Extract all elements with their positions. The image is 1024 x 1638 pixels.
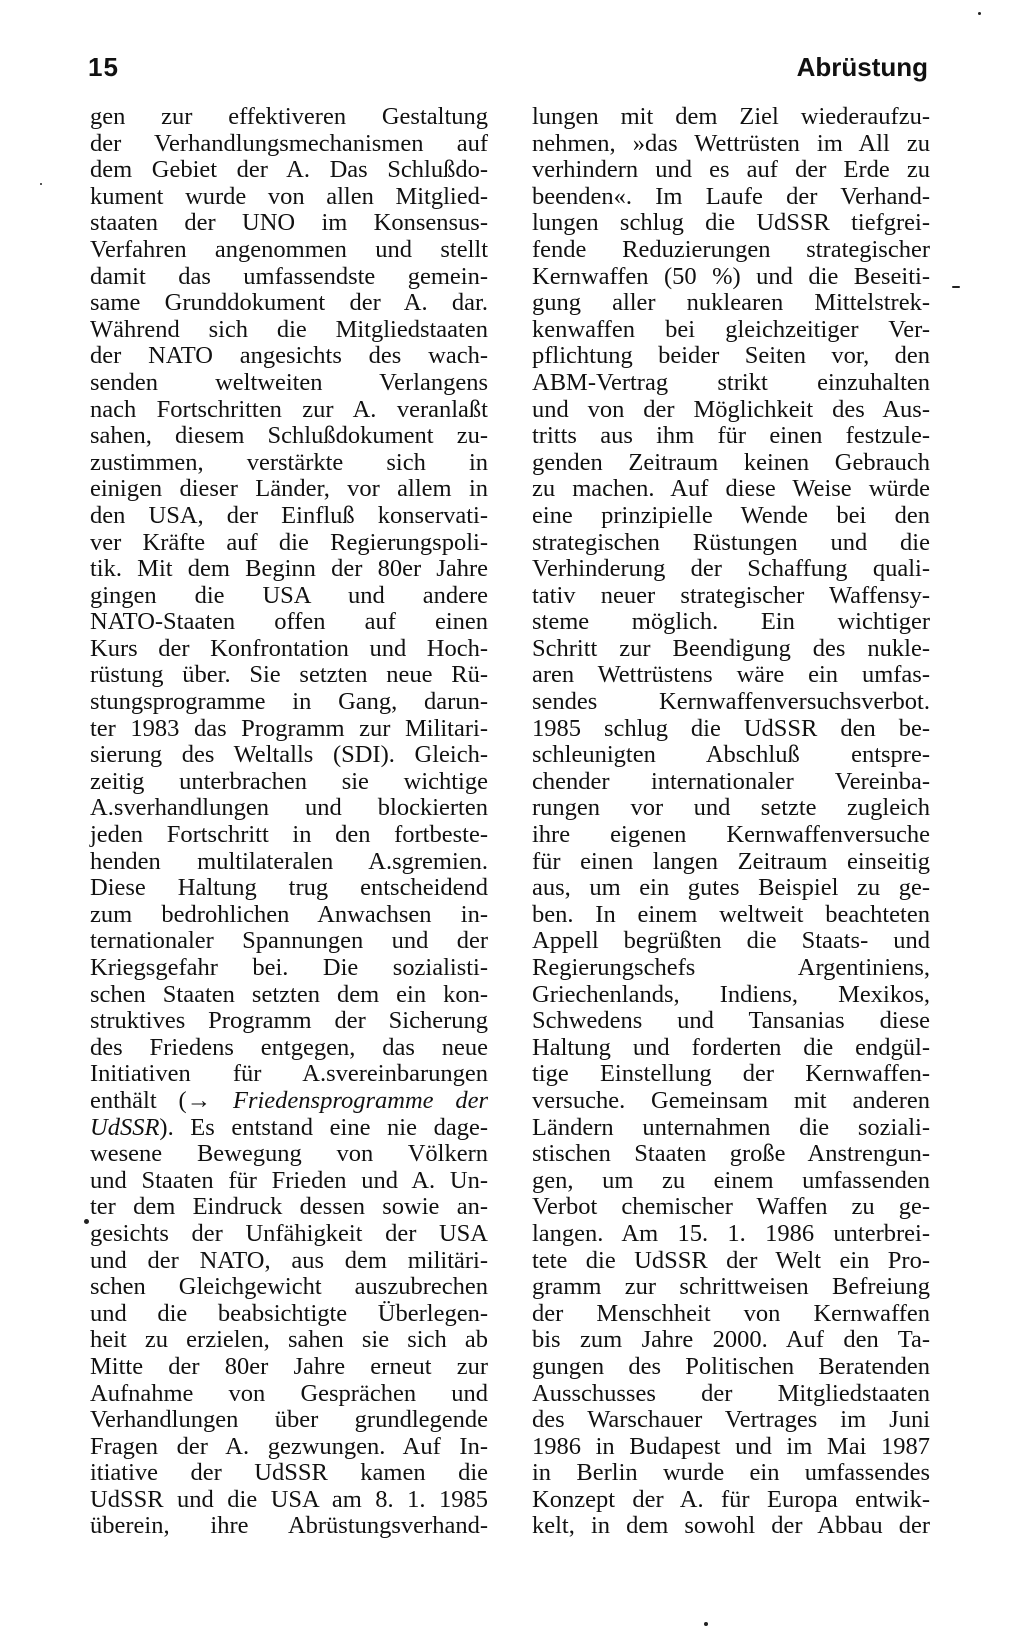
text-line: gung aller nuklearen Mittelstrek- <box>532 289 930 317</box>
text-line: gramm zur schrittweisen Befreiung <box>532 1273 930 1301</box>
text-line: kelt, in dem sowohl der Abbau der <box>532 1512 930 1540</box>
text-line: stischen Staaten große Anstrengun- <box>532 1140 930 1168</box>
text-line: aus, um ein gutes Beispiel zu ge- <box>532 874 930 902</box>
text-line: Schritt zur Beendigung des nukle- <box>532 634 930 662</box>
text-line: lungen schlug die UdSSR tiefgrei- <box>532 209 930 237</box>
scan-speck <box>84 1219 89 1224</box>
text-line: ABM-Vertrag strikt einzuhalten <box>532 368 930 396</box>
text-line: Diese Haltung trug entscheidend <box>90 874 488 902</box>
text-line: 1986 in Budapest und im Mai 1987 <box>532 1432 930 1460</box>
text-line: Verfahren angenommen und stellt <box>90 235 488 263</box>
text-line: schen Staaten setzten dem ein kon- <box>90 980 488 1008</box>
scan-speck <box>952 286 960 288</box>
text-line: aren Wettrüstens wäre ein umfas- <box>532 661 930 689</box>
text-line: stungsprogramme in Gang, darun- <box>90 688 488 716</box>
text-line: der Verhandlungsmechanismen auf <box>90 129 488 157</box>
text-line: Verhinderung der Schaffung quali- <box>532 555 930 583</box>
text-line: den USA, der Einfluß konservati- <box>90 501 488 529</box>
text-line: zeitig unterbrachen sie wichtige <box>90 767 488 795</box>
text-line: lungen mit dem Ziel wiederaufzu- <box>532 103 930 130</box>
text-line: ihre eigenen Kernwaffenversuche <box>532 821 930 849</box>
text-line: schen Gleichgewicht auszubrechen <box>90 1273 488 1301</box>
text-line: ben. In einem weltweit beachteten <box>532 900 930 928</box>
text-line: jeden Fortschritt in den fortbeste- <box>90 821 488 849</box>
scan-speck <box>978 12 981 15</box>
text-line: ver Kräfte auf die Regierungspoli- <box>90 528 488 556</box>
text-line: zum bedrohlichen Anwachsen in- <box>90 900 488 928</box>
text-line: A.sverhandlungen und blockierten <box>90 794 488 822</box>
text-line: zustimmen, verstärkte sich in <box>90 448 488 476</box>
text-line: einigen dieser Länder, vor allem in <box>90 475 488 503</box>
text-line: sahen, diesem Schlußdokument zu- <box>90 422 488 450</box>
text-line: chender internationaler Vereinba- <box>532 767 930 795</box>
text-line: rungen vor und setzte zugleich <box>532 794 930 822</box>
text-line: und die beabsichtigte Überlegen- <box>90 1299 488 1327</box>
text-line: und von der Möglichkeit des Aus- <box>532 395 930 423</box>
text-line: Initiativen für A.svereinbarungen <box>90 1060 488 1088</box>
text-line: verhindern und es auf der Erde zu <box>532 156 930 184</box>
scan-speck <box>40 183 42 185</box>
text-line: UdSSR und die USA am 8. 1. 1985 <box>90 1485 488 1513</box>
text-line: eine prinzipielle Wende bei den <box>532 501 930 529</box>
text-line: Haltung und forderten die endgül- <box>532 1033 930 1061</box>
text-line <box>90 1115 488 1142</box>
text-line: ter dem Eindruck dessen sowie an- <box>90 1193 488 1221</box>
text-line: des Friedens entgegen, das neue <box>90 1033 488 1061</box>
text-line: Ausschusses der Mitgliedstaaten <box>532 1379 930 1407</box>
text-line: wesene Bewegung von Völkern <box>90 1140 488 1168</box>
text-line: Konzept der A. für Europa entwik- <box>532 1485 930 1513</box>
text-line: gen zur effektiveren Gestaltung <box>90 103 488 130</box>
text-line: schleunigten Abschluß entspre- <box>532 741 930 769</box>
text-line: kenwaffen bei gleichzeitiger Ver- <box>532 315 930 343</box>
text-line: gesichts der Unfähigkeit der USA <box>90 1219 488 1247</box>
text-line-segment: enthält (→ <box>90 1086 233 1114</box>
text-line: itiative der UdSSR kamen die <box>90 1459 488 1487</box>
text-line: tritts aus ihm für einen festzule- <box>532 422 930 450</box>
text-line: Appell begrüßten die Staats- und <box>532 927 930 955</box>
text-line: senden weltweiten Verlangens <box>90 368 488 396</box>
text-line: beenden«. Im Laufe der Verhand- <box>532 182 930 210</box>
text-line: gen, um zu einem umfassenden <box>532 1166 930 1194</box>
text-line: sierung des Weltalls (SDI). Gleich- <box>90 741 488 769</box>
text-line: heit zu erzielen, sahen sie sich ab <box>90 1326 488 1354</box>
text-line: Kriegsgefahr bei. Die sozialisti- <box>90 954 488 981</box>
text-line: genden Zeitraum keinen Gebrauch <box>532 448 930 476</box>
text-line: versuche. Gemeinsam mit anderen <box>532 1086 930 1114</box>
text-line: tik. Mit dem Beginn der 80er Jahre <box>90 555 488 583</box>
text-line: sendes Kernwaffenversuchsverbot. <box>532 688 930 716</box>
text-line: für einen langen Zeitraum einseitig <box>532 847 930 875</box>
text-line: nehmen, »das Wettrüsten im All zu <box>532 129 930 157</box>
text-line: Ländern unternahmen die soziali- <box>532 1113 930 1141</box>
text-line: gingen die USA und andere <box>90 581 488 609</box>
text-line: Während sich die Mitgliedstaaten <box>90 315 488 343</box>
running-head: Abrüstung <box>796 52 928 82</box>
text-line: in Berlin wurde ein umfassendes <box>532 1459 930 1487</box>
scan-speck <box>704 1622 708 1626</box>
text-line: Mitte der 80er Jahre erneut zur <box>90 1352 488 1380</box>
text-line: des Warschauer Vertrages im Juni <box>532 1406 930 1434</box>
text-line: bis zum Jahre 2000. Auf den Ta- <box>532 1326 930 1354</box>
text-line: Schwedens und Tansanias diese <box>532 1007 930 1035</box>
text-line: henden multilateralen A.sgremien. <box>90 847 488 875</box>
text-line: rüstung über. Sie setzten neue Rü- <box>90 661 488 689</box>
text-line: strategischen Rüstungen und die <box>532 528 930 556</box>
text-line: langen. Am 15. 1. 1986 unterbrei- <box>532 1219 930 1247</box>
text-line: damit das umfassendste gemein- <box>90 262 488 290</box>
text-line-segment: ). Es entstand eine nie dage- <box>159 1113 488 1141</box>
right-text-column <box>532 104 930 1540</box>
text-line: überein, ihre Abrüstungsverhand- <box>90 1512 488 1540</box>
text-line: der Menschheit von Kernwaffen <box>532 1299 930 1327</box>
text-line: struktives Programm der Sicherung <box>90 1007 488 1035</box>
left-text-column <box>90 104 488 1540</box>
cross-reference: Friedensprogramme der <box>233 1086 489 1114</box>
text-line: NATO-Staaten offen auf einen <box>90 608 488 636</box>
text-line: der NATO angesichts des wach- <box>90 342 488 370</box>
text-line: Griechenlands, Indiens, Mexikos, <box>532 980 930 1008</box>
text-line: und der NATO, aus dem militäri- <box>90 1246 488 1274</box>
text-line: staaten der UNO im Konsensus- <box>90 209 488 237</box>
text-line: pflichtung beider Seiten vor, den <box>532 342 930 370</box>
text-line: 1985 schlug die UdSSR den be- <box>532 714 930 742</box>
text-line: same Grunddokument der A. dar. <box>90 289 488 317</box>
text-line: tete die UdSSR der Welt ein Pro- <box>532 1246 930 1274</box>
text-line: Verbot chemischer Waffen zu ge- <box>532 1193 930 1221</box>
text-line: Kurs der Konfrontation und Hoch- <box>90 634 488 662</box>
text-line: ter 1983 das Programm zur Militari- <box>90 714 488 742</box>
cross-reference: UdSSR <box>90 1113 160 1141</box>
text-line: Fragen der A. gezwungen. Auf In- <box>90 1432 488 1460</box>
text-line: tativ neuer strategischer Waffensy- <box>532 581 930 609</box>
text-line: tige Einstellung der Kernwaffen- <box>532 1060 930 1088</box>
text-line: dem Gebiet der A. Das Schlußdo- <box>90 156 488 184</box>
text-line: ternationaler Spannungen und der <box>90 927 488 955</box>
page-header <box>0 52 1024 92</box>
text-line: Regierungschefs Argentiniens, <box>532 954 930 981</box>
text-line: Kernwaffen (50 %) und die Beseiti- <box>532 262 930 290</box>
text-line <box>90 1088 488 1115</box>
text-line: fende Reduzierungen strategischer <box>532 235 930 263</box>
text-line: Verhandlungen über grundlegende <box>90 1406 488 1434</box>
page-number: 15 <box>88 52 119 82</box>
text-line: Aufnahme von Gesprächen und <box>90 1379 488 1407</box>
text-line: gungen des Politischen Beratenden <box>532 1352 930 1380</box>
text-line: zu machen. Auf diese Weise würde <box>532 475 930 503</box>
text-line: und Staaten für Frieden und A. Un- <box>90 1166 488 1194</box>
text-line: steme möglich. Ein wichtiger <box>532 608 930 636</box>
text-line: nach Fortschritten zur A. veranlaßt <box>90 395 488 423</box>
text-line: kument wurde von allen Mitglied- <box>90 182 488 210</box>
